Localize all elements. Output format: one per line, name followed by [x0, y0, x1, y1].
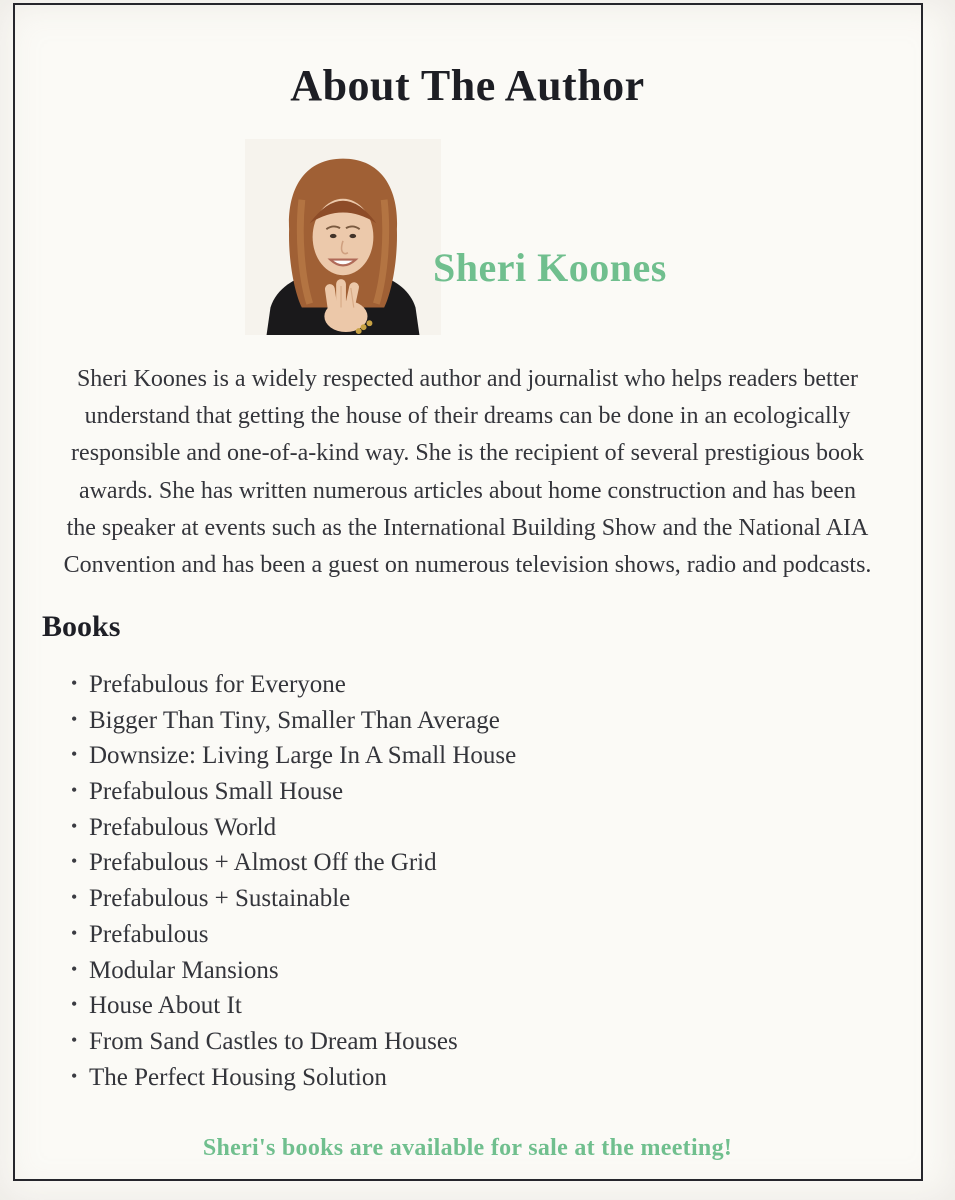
footer-note: Sheri's books are available for sale at the meeting! [202, 1135, 733, 1161]
bullet-icon: • [71, 851, 78, 872]
book-title: Prefabulous World [89, 813, 277, 841]
book-title: House About It [89, 992, 242, 1020]
author-bio [13, 361, 922, 584]
bullet-icon: • [71, 887, 78, 908]
book-list-item [71, 742, 516, 778]
book-title: The Perfect Housing Solution [89, 1063, 387, 1091]
page-title: About The Author [290, 61, 645, 110]
bio-line: understand that getting the house of their dreams can be done in an ecologically [84, 403, 851, 430]
book-title: Prefabulous + Sustainable [89, 885, 351, 913]
bullet-icon: • [71, 744, 78, 765]
author-photo [245, 139, 441, 335]
bullet-icon: • [71, 780, 78, 801]
book-title: Prefabulous Small House [89, 778, 344, 806]
book-title: Downsize: Living Large In A Small House [89, 742, 517, 770]
book-title: Prefabulous + Almost Off the Grid [89, 849, 437, 877]
bio-line: responsible and one-of-a-kind way. She is the recipient of several prestigious book [71, 440, 864, 467]
book-title: Prefabulous for Everyone [89, 671, 346, 698]
book-list-item [71, 778, 516, 814]
bullet-icon: • [71, 708, 78, 729]
bullet-icon: • [71, 994, 78, 1015]
bullet-icon: • [71, 1065, 78, 1086]
author-name: Sheri Koones [433, 245, 667, 290]
book-list-item [71, 957, 516, 993]
bio-line: Convention and has been a guest on numerous television shows, radio and podcasts. [63, 552, 872, 579]
bio-line: awards. She has written numerous articles about home construction and has been [78, 477, 857, 504]
book-list-item [71, 849, 516, 885]
book-list [71, 671, 516, 1099]
book-title: Prefabulous [89, 920, 209, 948]
book-list-item [71, 707, 516, 743]
bullet-icon: • [71, 958, 78, 979]
book-title: Bigger Than Tiny, Smaller Than Average [89, 706, 500, 734]
book-list-item [71, 671, 516, 707]
bio-line: the speaker at events such as the International Building Show and the National AIA [66, 514, 869, 541]
bullet-icon: • [71, 815, 78, 836]
book-list-item [71, 1064, 516, 1100]
book-list-item [71, 885, 516, 921]
book-title: From Sand Castles to Dream Houses [89, 1027, 458, 1055]
book-list-item [71, 1028, 516, 1064]
book-list-item [71, 992, 516, 1028]
bullet-icon: • [71, 1029, 78, 1050]
author-portrait-illustration [245, 139, 441, 335]
bio-line: Sheri Koones is a widely respected author and journalist who helps readers better [76, 366, 859, 392]
bullet-icon: • [71, 673, 78, 693]
book-list-item [71, 814, 516, 850]
book-title: Modular Mansions [89, 956, 279, 984]
book-list-item [71, 921, 516, 957]
bullet-icon: • [71, 922, 78, 943]
books-heading: Books [42, 610, 121, 643]
